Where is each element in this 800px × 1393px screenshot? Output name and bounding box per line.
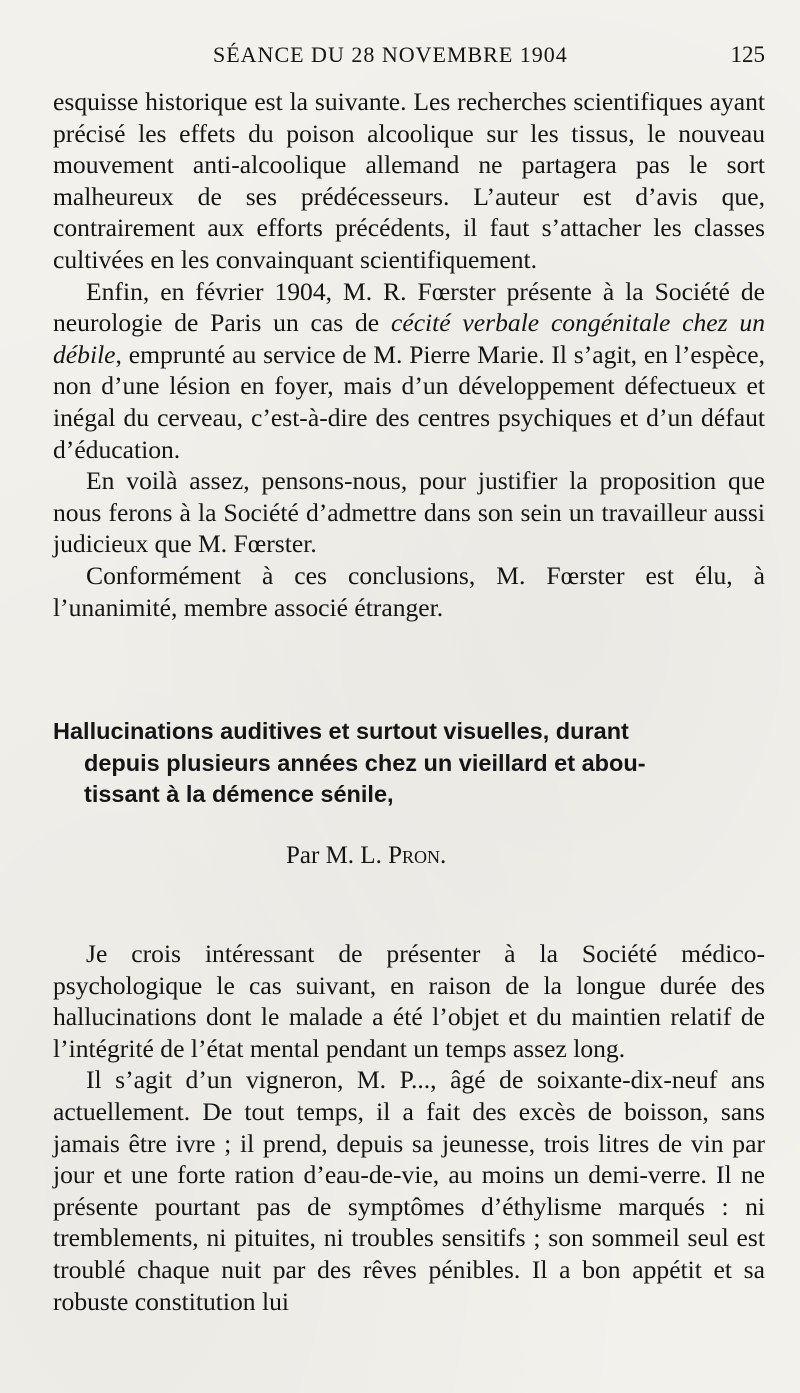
page-number: 125 xyxy=(730,42,765,67)
article-author xyxy=(286,842,446,870)
paragraph-patient-history: Il s’agit d’un vigneron, M. P..., âgé de soixante-dix-neuf ans actuellement. De tout temps, il a fait des excès de boisson, sans jamais être ivre ; il prend, depuis sa jeunesse, trois litres de vin par jour et une forte ration d’eau-de-vie, au moins un demi-verre. Il ne présente pourtant pas de symptômes d’éthylisme marqués : ni tremblements, ni pituites, ni troubles sensitifs ; son sommeil seul est troublé chaque nuit par des rêves pénibles. Il a bon appétit et sa robuste constitution lui xyxy=(53,1065,765,1316)
author-prefix: Par M. L. xyxy=(286,842,382,869)
paragraph-text: , emprunté au service de M. Pierre Marie. Il s’agit, en l’espèce, non d’une lésion en foyer, mais d’un développement défectueux et inégal du cerveau, c’est-à-dire des centres psychiques et d’un défaut d’éducation. xyxy=(53,339,765,464)
paragraph-election: Conformément à ces conclusions, M. Fœrster est élu, à l’unanimité, membre associé étranger. xyxy=(53,560,765,622)
paragraph-continued: esquisse historique est la suivante. Les recherches scientifiques ayant précisé les effets du poison alcoolique sur les tissus, le nouveau mouvement anti-alcoolique allemand ne partagera pas le sort malheureux de ses prédécesseurs. L’auteur est d’avis que, contrairement aux efforts précédents, il faut s’attacher les classes cultivées en les convainquant scientifiquement. xyxy=(53,87,765,274)
running-head: SÉANCE DU 28 NOVEMBRE 1904 xyxy=(213,42,568,67)
paragraph-foerster-case xyxy=(53,276,765,466)
italic-case-title: cécité verbale congénitale chez un débile xyxy=(53,308,765,369)
title-line: depuis plusieurs années chez un vieillard et abou- xyxy=(84,749,646,776)
author-name: Pron. xyxy=(388,842,447,869)
text-block-bottom xyxy=(53,938,765,1317)
article-title xyxy=(53,716,765,811)
title-line: Hallucinations auditives et surtout visuelles, durant xyxy=(53,718,629,744)
paragraph-introduction: Je crois intéressant de présenter à la Société médico-psychologique le cas suivant, en raison de la longue durée des hallucinations dont le malade a été l’objet et du maintien relatif de l’intégrité de l’état mental pendant un temps assez long. xyxy=(53,939,765,1063)
paragraph-text: Enfin, en février 1904, M. R. Fœrster présente à la Société de neurologie de Paris un cas de xyxy=(53,276,765,338)
text-block-top xyxy=(53,86,765,623)
title-line: tissant à la démence sénile, xyxy=(84,781,394,808)
page-header xyxy=(213,42,765,76)
paragraph-proposition: En voilà assez, pensons-nous, pour justifier la proposition que nous ferons à la Société d’admettre dans son sein un travailleur aussi judicieux que M. Fœrster. xyxy=(53,466,765,559)
